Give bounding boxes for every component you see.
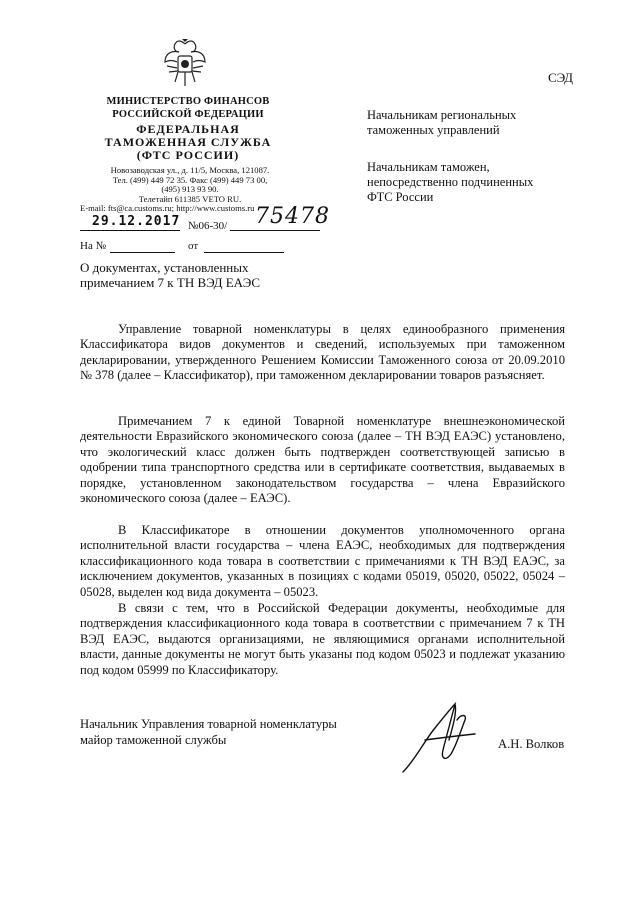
email-line: E-mail: fts@ca.customs.ru; http://www.customs.ru — [80, 203, 255, 214]
recipient-line: Начальникам таможен, — [367, 160, 490, 174]
body-paragraph — [80, 523, 565, 600]
service-line: ТАМОЖЕННАЯ СЛУЖБА — [104, 135, 272, 149]
recipient-line: Начальникам региональных — [367, 108, 517, 122]
body-paragraph — [80, 414, 565, 506]
reference-line — [80, 240, 320, 256]
address-line: Новозаводская ул., д. 11/5, Москва, 121087. — [110, 165, 270, 175]
signature-icon — [395, 700, 495, 780]
body-paragraph — [80, 322, 565, 384]
ot-label: от — [188, 240, 199, 252]
address-line: Тел. (499) 449 72 35. Факс (499) 449 73 00, — [112, 174, 268, 185]
address-line: Телетайп 611385 VETO RU. — [138, 193, 242, 204]
position-line: майор таможенной службы — [80, 732, 227, 747]
signatory-position — [80, 717, 337, 748]
recipient-line: таможенных управлений — [367, 123, 500, 137]
paragraph-text: В Классификаторе в отношении документов уполномоченного органа исполнительной власти государства – члена ЕАЭС, необходимых для подтверждения классификационного кода товара в соответствии с примечаниями к ТН ВЭД ЕАЭС, за исключением документов, указанных в позициях с кодами 05019, 05020, 05022, 05024 – 05028, выделен код вида документа – 05023. — [80, 523, 565, 599]
subject-line: примечанием 7 к ТН ВЭД ЕАЭС — [80, 275, 260, 290]
eagle-emblem-icon — [163, 38, 207, 90]
subject-line: О документах, установленных — [80, 260, 249, 275]
recipient-block — [367, 108, 607, 138]
paragraph-text: В связи с тем, что в Российской Федерации документы, необходимые для подтверждения классификационного кода товара в соответствии с примечанием 7 к ТН ВЭД ЕАЭС, выдаются организациями, не являющимися органами исполнительной власти, данные документы не могут быть указаны под кодом 05023 и подлежат указанию под кодом 05999 по Классификатору. — [80, 601, 565, 677]
service-line: ФЕДЕРАЛЬНАЯ — [136, 122, 240, 136]
recipient-block — [367, 160, 607, 205]
sed-mark: СЭД — [548, 70, 574, 85]
position-line: Начальник Управления товарной номенклатуры — [80, 717, 337, 731]
body-paragraph — [80, 601, 565, 678]
paragraph-text: Примечанием 7 к единой Товарной номенклатуре внешнеэкономической деятельности Евразийского экономического союза (далее – ТН ВЭД ЕАЭС) установлено, что экологический класс должен быть подтвержден соответствующей записью в одобрении типа транспортного средства или в сертификате соответствия, выдаваемых в порядке, установленном законодательством государства – члена Евразийского экономического союза (далее – ЕАЭС). — [80, 414, 565, 506]
address-line: (495) 913 93 90. — [161, 184, 219, 195]
paragraph-text: Управление товарной номенклатуры в целях единообразного применения Классификатора видов документов и сведений, используемых при таможенном декларировании, утвержденного Решением Комиссии Таможенного союза от 20.09.2010 № 378 (далее – Классификатор), при таможенном декларировании товаров разъясняет. — [80, 322, 565, 383]
ministry-line: РОССИЙСКОЙ ФЕДЕРАЦИИ — [112, 109, 264, 120]
ministry-line: МИНИСТЕРСТВО ФИНАНСОВ — [106, 96, 270, 107]
service-name — [78, 123, 298, 162]
na-label: На № — [80, 240, 107, 252]
number-prefix: №06-30/ — [188, 220, 228, 232]
subject — [80, 260, 320, 290]
recipient-line: непосредственно подчиненных — [367, 175, 534, 189]
date-stamp: 29.12.2017 — [92, 214, 181, 229]
service-line: (ФТС РОССИИ) — [136, 148, 240, 162]
ministry-name — [78, 95, 298, 121]
recipient-line: ФТС России — [367, 190, 434, 204]
registration-number: 75478 — [255, 204, 330, 229]
signatory-name: А.Н. Волков — [498, 737, 565, 751]
